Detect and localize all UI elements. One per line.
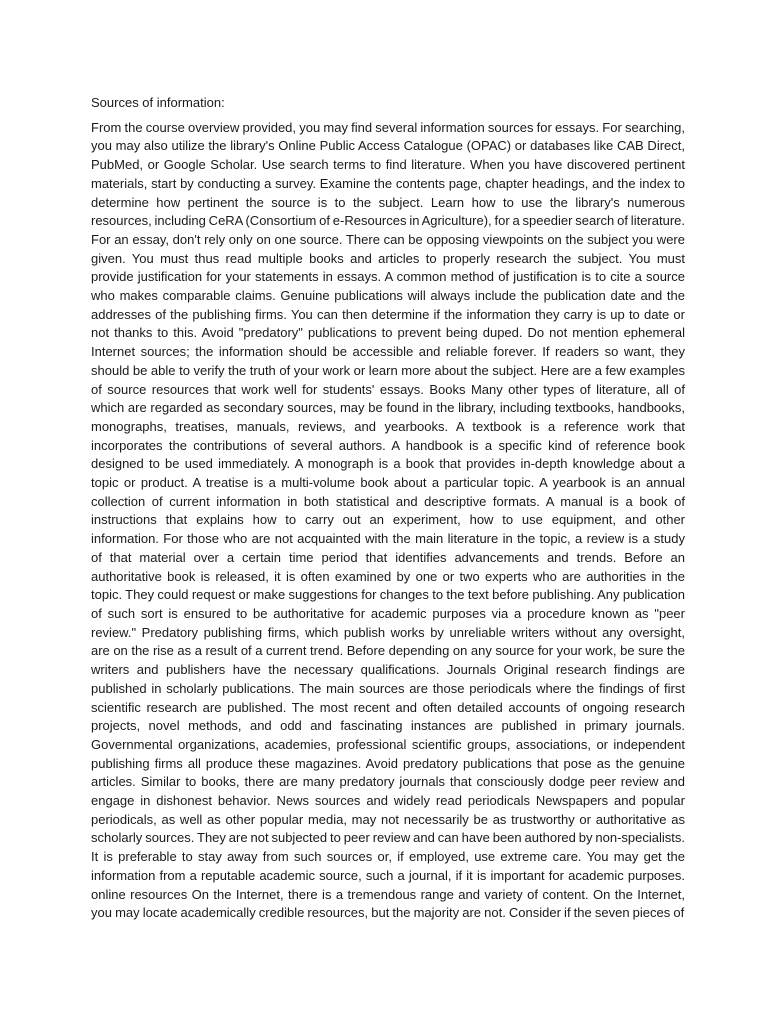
paragraph-line: authoritative book is released, it is often examined by one or two experts who are authorities in the (91, 568, 685, 584)
paragraph-line: designed to be used immediately. A monograph is a book that provides in-depth knowledge about a (91, 456, 685, 472)
paragraph-line: engage in dishonest behavior. News sources and widely read periodicals Newspapers and popular (91, 793, 685, 809)
paragraph-line: addresses of the publishing firms. You can then determine if the information they carry is up to date or (91, 306, 685, 322)
paragraph-line: incorporates the contributions of several authors. A handbook is a specific kind of reference book (91, 437, 685, 453)
paragraph-line: PubMed, or Google Scholar. Use search terms to find literature. When you have discovered pertinent (91, 157, 685, 173)
paragraph-line: given. You must thus read multiple books and articles to properly research the subject. You must (91, 250, 685, 266)
paragraph-line: For an essay, don't rely only on one source. There can be opposing viewpoints on the subject you were (91, 231, 685, 247)
paragraph-line: information from a reputable academic source, such a journal, if it is important for academic purposes. (91, 867, 685, 883)
paragraph-line: Internet sources; the information should be accessible and reliable forever. If readers so want, they (91, 344, 685, 360)
paragraph-line: writers and publishers have the necessary qualifications. Journals Original research findings are (91, 662, 685, 678)
paragraph-line: determine how pertinent the source is to the subject. Learn how to use the library's numerous (91, 194, 685, 210)
paragraph-line: It is preferable to stay away from such sources or, if employed, use extreme care. You may get the (91, 849, 685, 865)
paragraph-line: you may also utilize the library's Online Public Access Catalogue (OPAC) or databases like CAB Direct, (91, 138, 685, 154)
paragraph-line: instructions that explains how to carry out an experiment, how to use equipment, and other (91, 512, 685, 528)
paragraph-line: periodicals, as well as other popular media, may not necessarily be as trustworthy or authoritative as (91, 811, 685, 827)
paragraph-line: of source resources that work well for students' essays. Books Many other types of literature, all of (91, 381, 685, 397)
paragraph-line: which are regarded as secondary sources, may be found in the library, including textbooks, handbooks, (91, 400, 685, 416)
paragraph-line: monographs, treatises, manuals, reviews, and yearbooks. A textbook is a reference work that (91, 418, 685, 434)
paragraph-line: information. For those who are not acquainted with the main literature in the topic, a review is a study (91, 531, 685, 547)
paragraph-line: projects, novel methods, and odd and fascinating instances are published in primary journals. (91, 718, 685, 734)
section-heading: Sources of information: (91, 95, 225, 110)
body-paragraph (91, 119, 685, 923)
paragraph-line: provide justification for your statements in essays. A common method of justification is to cite a source (91, 269, 685, 285)
document-page (91, 94, 685, 923)
paragraph-line: materials, start by conducting a survey. Examine the contents page, chapter headings, and the index to (91, 175, 685, 191)
paragraph-line: not thanks to this. Avoid "predatory" publications to prevent being duped. Do not mention ephemeral (91, 325, 685, 341)
paragraph-line: you may locate academically credible resources, but the majority are not. Consider if the seven pieces of (91, 905, 685, 921)
paragraph-line: online resources On the Internet, there is a tremendous range and variety of content. On the Internet, (91, 886, 685, 902)
paragraph-line: of such sort is ensured to be authoritative for academic purposes via a procedure known as "peer (91, 605, 685, 621)
paragraph-line: articles. Similar to books, there are many predatory journals that consciously dodge peer review and (91, 774, 685, 790)
paragraph-line: should be able to verify the truth of your work or learn more about the subject. Here are a few examples (91, 362, 685, 378)
paragraph-line: published in scholarly publications. The main sources are those periodicals where the findings of first (91, 680, 685, 696)
paragraph-line: collection of current information in both statistical and descriptive formats. A manual is a book of (91, 493, 685, 509)
paragraph-line: who makes comparable claims. Genuine publications will always include the publication date and the (91, 288, 685, 304)
paragraph-line: publishing firms all produce these magazines. Avoid predatory publications that pose as the genuine (91, 755, 685, 771)
paragraph-line: scholarly sources. They are not subjected to peer review and can have been authored by non-specialists. (91, 830, 685, 846)
paragraph-line: resources, including CeRA (Consortium of e-Resources in Agriculture), for a speedier search of literature. (91, 213, 685, 229)
paragraph-line: of that material over a certain time period that identifies advancements and trends. Before an (91, 549, 685, 565)
paragraph-line: topic. They could request or make suggestions for changes to the text before publishing. Any publication (91, 587, 685, 603)
paragraph-line: review." Predatory publishing firms, which publish works by unreliable writers without any oversight, (91, 624, 685, 640)
paragraph-line: are on the rise as a result of a current trend. Before depending on any source for your work, be sure the (91, 643, 685, 659)
paragraph-line: From the course overview provided, you may find several information sources for essays. For searching, (91, 119, 685, 135)
paragraph-line: Governmental organizations, academies, professional scientific groups, associations, or independent (91, 736, 685, 752)
paragraph-line: scientific research are published. The most recent and often detailed accounts of ongoing research (91, 699, 685, 715)
paragraph-line: topic or product. A treatise is a multi-volume book about a particular topic. A yearbook is an annual (91, 475, 685, 491)
